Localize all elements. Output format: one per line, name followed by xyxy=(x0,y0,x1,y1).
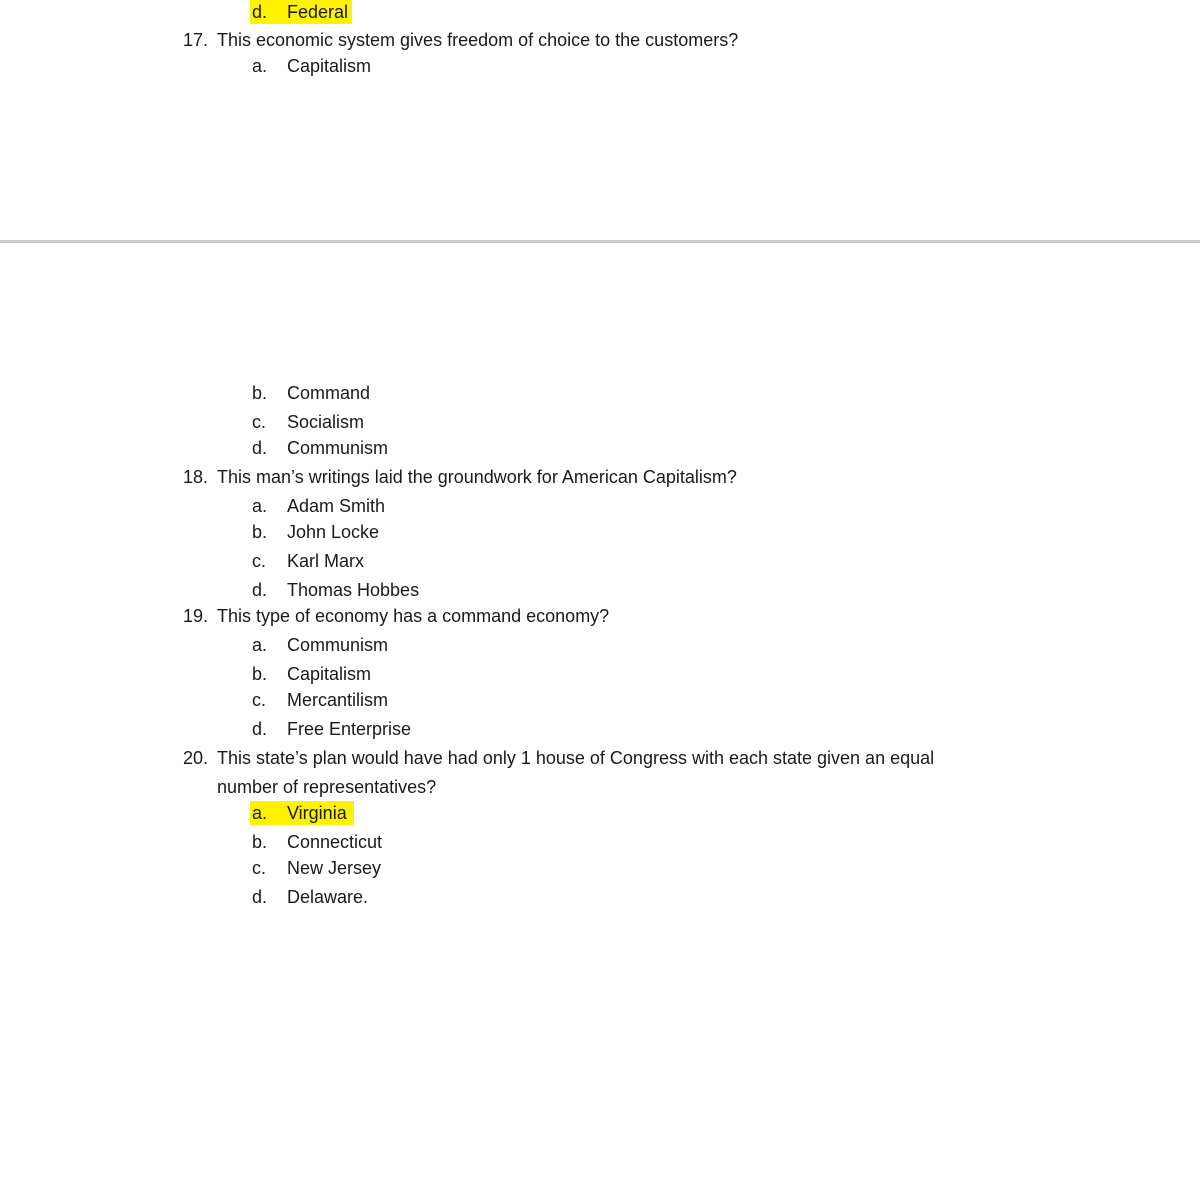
option-text: Communism xyxy=(287,635,389,655)
option-text: New Jersey xyxy=(287,858,382,878)
option-letter: a. xyxy=(252,496,268,516)
option-letter: b. xyxy=(252,664,268,684)
option-text: Mercantilism xyxy=(287,690,389,710)
option-text: Capitalism xyxy=(287,56,372,76)
option-letter: c. xyxy=(252,690,267,710)
option-text: Delaware. xyxy=(287,887,369,907)
option-letter: d. xyxy=(252,2,268,22)
option-letter: a. xyxy=(252,803,268,823)
question-number: 20. xyxy=(183,748,209,768)
question-number: 17. xyxy=(183,30,209,50)
option-text: Free Enterprise xyxy=(287,719,412,739)
page-break-divider xyxy=(0,240,1200,243)
option-text: Thomas Hobbes xyxy=(287,580,420,600)
option-letter: c. xyxy=(252,551,267,571)
option-text: Command xyxy=(287,383,371,403)
question-number: 18. xyxy=(183,467,209,487)
option-letter: b. xyxy=(252,383,268,403)
option-letter: d. xyxy=(252,887,268,907)
option-text: Virginia xyxy=(287,803,347,823)
option-letter: d. xyxy=(252,580,268,600)
question-text-continued: number of representatives? xyxy=(217,777,437,797)
option-letter: c. xyxy=(252,858,267,878)
question-text: This man’s writings laid the groundwork for American Capitalism? xyxy=(217,467,737,487)
option-text: Connecticut xyxy=(287,832,383,852)
option-letter: a. xyxy=(252,56,268,76)
question-number: 19. xyxy=(183,606,209,626)
question-text: This type of economy has a command economy? xyxy=(217,606,610,626)
option-letter: d. xyxy=(252,438,268,458)
option-text: Adam Smith xyxy=(287,496,386,516)
question-text: This economic system gives freedom of choice to the customers? xyxy=(217,30,739,50)
option-text: Communism xyxy=(287,438,389,458)
option-letter: c. xyxy=(252,412,267,432)
option-letter: a. xyxy=(252,635,268,655)
option-letter: d. xyxy=(252,719,268,739)
question-text: This state’s plan would have had only 1 house of Congress with each state given an equal xyxy=(217,748,935,768)
option-text: Socialism xyxy=(287,412,365,432)
option-letter: b. xyxy=(252,832,268,852)
option-text: Capitalism xyxy=(287,664,372,684)
option-text: Federal xyxy=(287,2,349,22)
option-text: John Locke xyxy=(287,522,380,542)
option-letter: b. xyxy=(252,522,268,542)
option-text: Karl Marx xyxy=(287,551,365,571)
